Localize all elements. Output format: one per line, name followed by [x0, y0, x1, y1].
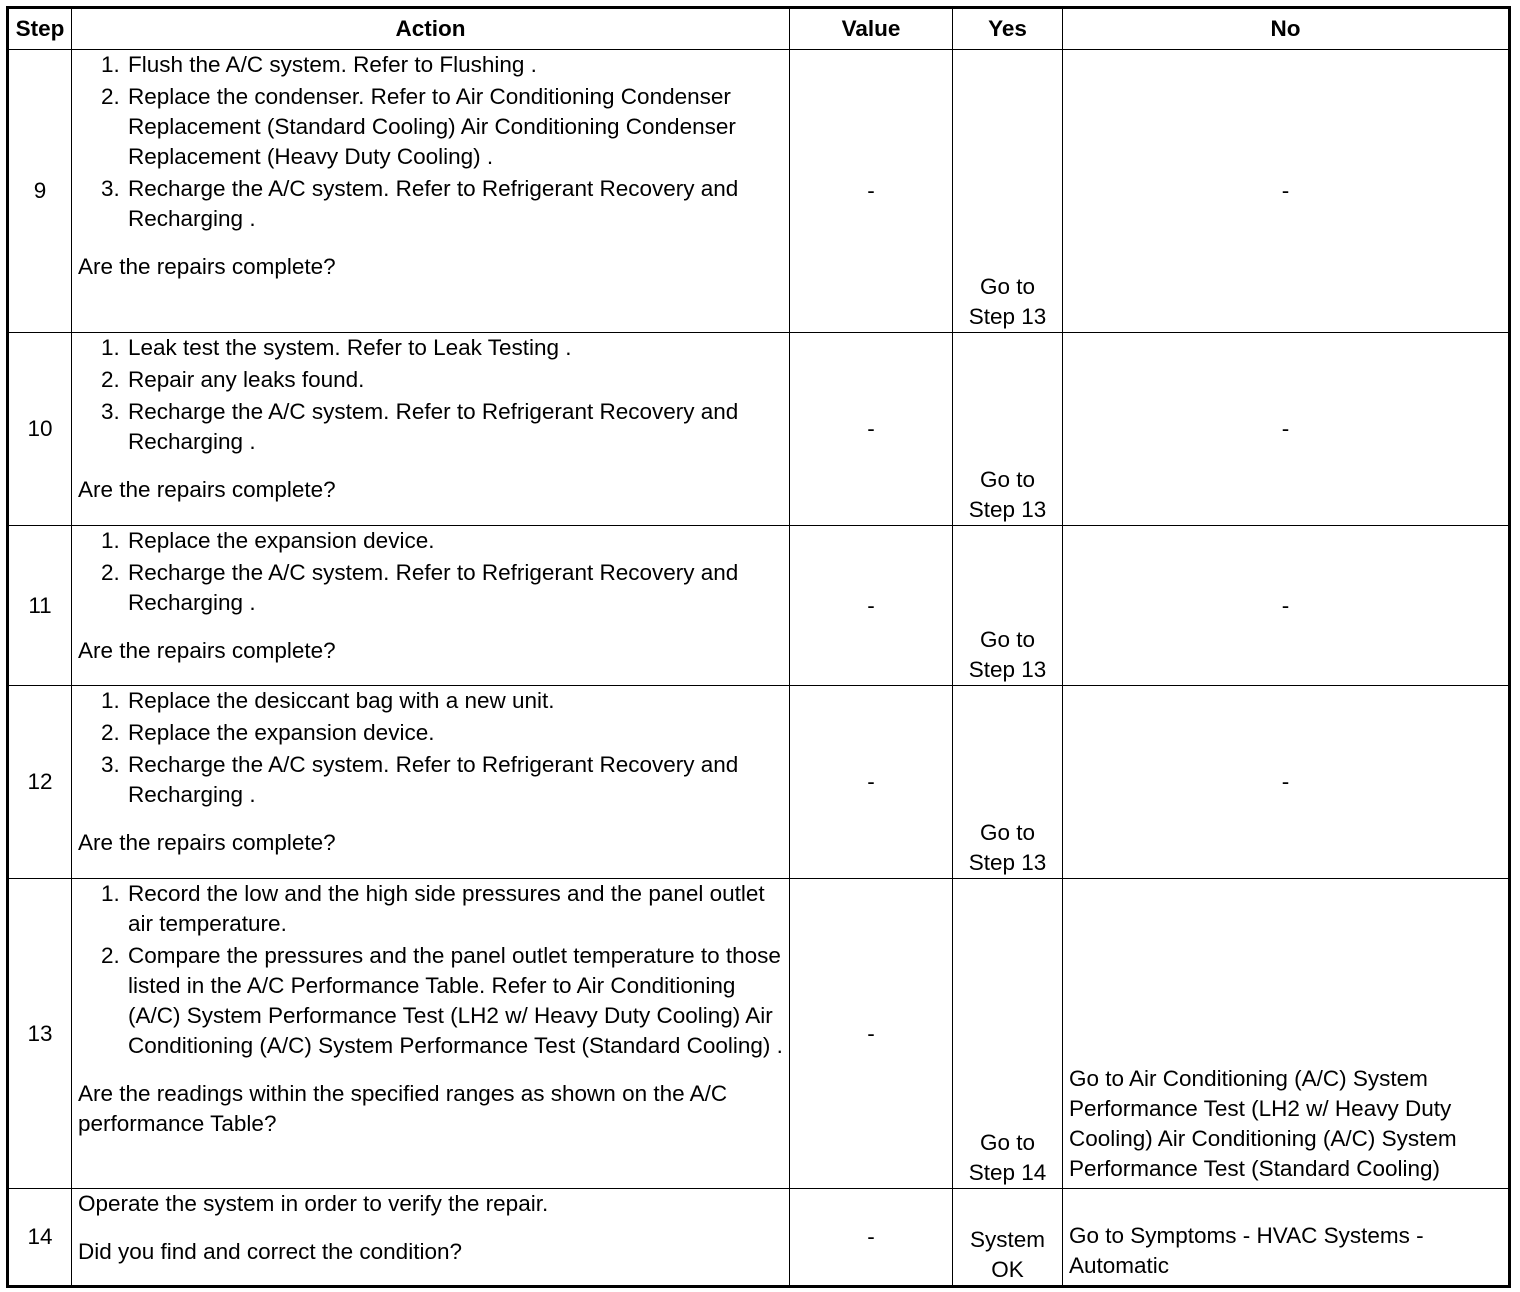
no-cell: -	[1063, 686, 1510, 879]
action-item: 3. Recharge the A/C system. Refer to Refrigerant Recovery and Recharging .	[126, 397, 783, 457]
diagnostic-table	[6, 6, 1511, 1288]
yes-cell: Go to Step 14	[953, 879, 1063, 1189]
value-cell: -	[790, 686, 953, 879]
table-row	[8, 1189, 1510, 1287]
action-cell	[72, 50, 790, 333]
action-item: 1. Flush the A/C system. Refer to Flushing .	[126, 50, 783, 80]
header-value: Value	[790, 8, 953, 50]
action-item: 3. Recharge the A/C system. Refer to Refrigerant Recovery and Recharging .	[126, 174, 783, 234]
yes-cell: Go to Step 13	[953, 686, 1063, 879]
header-row	[8, 8, 1510, 50]
action-item: 2. Repair any leaks found.	[126, 365, 783, 395]
step-number: 12	[8, 686, 72, 879]
step-number: 9	[8, 50, 72, 333]
table-row	[8, 879, 1510, 1189]
value-cell: -	[790, 1189, 953, 1287]
value-cell: -	[790, 879, 953, 1189]
value-cell: -	[790, 333, 953, 526]
step-number: 10	[8, 333, 72, 526]
action-list	[78, 686, 783, 810]
no-cell: Go to Air Conditioning (A/C) System Performance Test (LH2 w/ Heavy Duty Cooling) Air Conditioning (A/C) System Performance Test (Standard Cooling)	[1063, 879, 1510, 1189]
header-no: No	[1063, 8, 1510, 50]
value-cell: -	[790, 50, 953, 333]
action-cell	[72, 879, 790, 1189]
no-cell: -	[1063, 526, 1510, 686]
action-statement: Operate the system in order to verify the repair.	[78, 1191, 549, 1216]
table-row	[8, 333, 1510, 526]
action-question: Are the repairs complete?	[78, 638, 336, 663]
action-cell	[72, 686, 790, 879]
yes-cell: Go to Step 13	[953, 50, 1063, 333]
action-list	[78, 50, 783, 234]
no-cell: -	[1063, 50, 1510, 333]
action-question: Are the repairs complete?	[78, 830, 336, 855]
action-item: 2. Replace the expansion device.	[126, 718, 783, 748]
action-cell	[72, 1189, 790, 1287]
yes-cell: Go to Step 13	[953, 526, 1063, 686]
action-question: Are the readings within the specified ranges as shown on the A/C performance Table?	[78, 1081, 728, 1136]
header-yes: Yes	[953, 8, 1063, 50]
header-action: Action	[72, 8, 790, 50]
no-cell: Go to Symptoms - HVAC Systems - Automatic	[1063, 1189, 1510, 1287]
action-question: Are the repairs complete?	[78, 477, 336, 502]
yes-cell: Go to Step 13	[953, 333, 1063, 526]
action-question: Did you find and correct the condition?	[78, 1239, 462, 1264]
table-row	[8, 686, 1510, 879]
action-list	[78, 879, 783, 1061]
action-item: 3. Recharge the A/C system. Refer to Refrigerant Recovery and Recharging .	[126, 750, 783, 810]
action-list	[78, 526, 783, 618]
step-number: 13	[8, 879, 72, 1189]
action-item: 1. Record the low and the high side pressures and the panel outlet air temperature.	[126, 879, 783, 939]
action-item: 1. Leak test the system. Refer to Leak Testing .	[126, 333, 783, 363]
value-cell: -	[790, 526, 953, 686]
action-item: 2. Recharge the A/C system. Refer to Refrigerant Recovery and Recharging .	[126, 558, 783, 618]
action-cell	[72, 526, 790, 686]
table-row	[8, 50, 1510, 333]
header-step: Step	[8, 8, 72, 50]
step-number: 11	[8, 526, 72, 686]
action-cell	[72, 333, 790, 526]
action-item: 2. Replace the condenser. Refer to Air Conditioning Condenser Replacement (Standard Cooling) Air Conditioning Condenser Replacement (Heavy Duty Cooling) .	[126, 82, 783, 172]
no-cell: -	[1063, 333, 1510, 526]
action-item: 1. Replace the expansion device.	[126, 526, 783, 556]
action-item: 2. Compare the pressures and the panel outlet temperature to those listed in the A/C Performance Table. Refer to Air Conditioning (A/C) System Performance Test (LH2 w/ Heavy Duty Cooling) Air Conditioning (A/C) System Performance Test (Standard Cooling) .	[126, 941, 783, 1061]
action-item: 1. Replace the desiccant bag with a new unit.	[126, 686, 783, 716]
action-question: Are the repairs complete?	[78, 254, 336, 279]
action-list	[78, 333, 783, 457]
step-number: 14	[8, 1189, 72, 1287]
yes-cell: System OK	[953, 1189, 1063, 1287]
table-row	[8, 526, 1510, 686]
